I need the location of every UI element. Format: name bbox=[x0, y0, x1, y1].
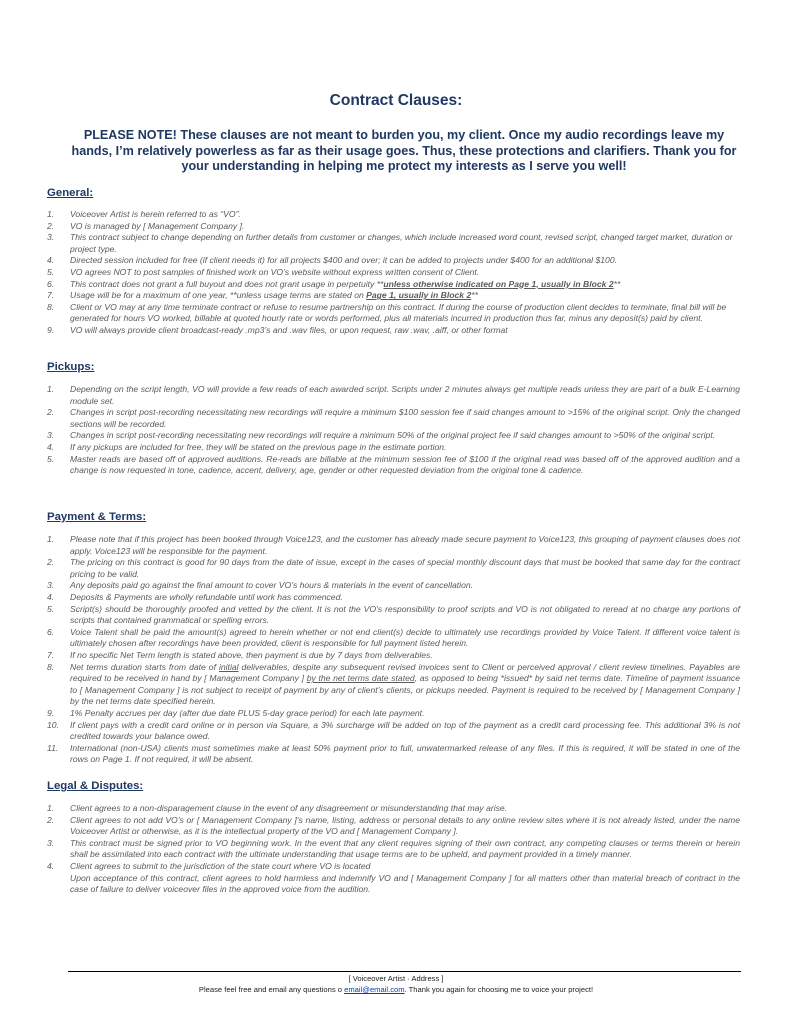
section-heading-general: General: bbox=[47, 187, 94, 199]
list-item: 3. This contract must be signed prior to VO beginning work. In the event that any client requires signing of their own contract, any competing clauses or terms therein or herein shall be assimilated into each contract with the ultimate understanding that usage terms are to be upheld, and payment provided in a timely manner. bbox=[47, 837, 740, 860]
list-item: 8. Net terms duration starts from date of initial deliverables, despite any subsequent revised invoices sent to Client or perceived approval / client review timelines. Payables are required to be received in hand by [ Management Company ] by the net terms date stated, as opposed to being *issued* by said net terms date. Timeline of payment issuance to [ Management Company ] is not subject to receipt of payment by any of client’s clients, or pickups needed. Payment is required to be received by [ Management Company ] by the net terms date specified herein. bbox=[47, 661, 740, 707]
list-item: 3. Any deposits paid go against the final amount to cover VO’s hours & materials in the event of cancellation. bbox=[47, 580, 474, 591]
list-item: 2. VO is managed by [ Management Company ]. bbox=[47, 220, 245, 231]
page-title: Contract Clauses: bbox=[329, 92, 463, 109]
list-item: 6. This contract does not grant a full buyout and does not grant usage in perpetuity **unless otherwise indicated on Page 1, usually in Block 2** bbox=[47, 278, 621, 289]
pickups-clause-list bbox=[47, 384, 740, 477]
email-link[interactable]: email@email.com bbox=[344, 985, 405, 994]
list-item: 1. Voiceover Artist is herein referred to as “VO”. bbox=[47, 209, 241, 219]
list-item: 8. Client or VO may at any time terminate contract or refuse to resume partnership on this contract. If during the course of production client decides to terminate, final bill will be generated for hours VO worked, billable at quoted hourly rate or words performed, plus all materials incurred in production thus far, minus any deposit(s) paid by client. bbox=[47, 301, 727, 324]
list-item: 2. The pricing on this contract is good for 90 days from the date of issue, except in the cases of special monthly discount days that must be booked that same day for the contract pricing to be valid. bbox=[47, 557, 740, 579]
list-item: 1. Client agrees to a non-disparagement clause in the event of any disagreement or misunderstanding that may arise. bbox=[47, 803, 508, 813]
footer-address: [ Voiceover Artist · Address ] bbox=[348, 974, 444, 983]
legal-clause-list bbox=[47, 803, 740, 896]
footer-contact-line: Please feel free and email any questions o email@email.com. Thank you again for choosing me to voice your project! bbox=[198, 985, 594, 994]
list-item: 2. Client agrees to not add VO’s or [ Management Company ]’s name, listing, address or personal details to any online review sites where it is not already listed, under the name Voiceover Artist or otherwise, as it is the intellectual property of the VO and [ Management Company ]. bbox=[47, 814, 740, 837]
list-item: 3. Changes in script post-recording necessitating new recordings will require a minimum 50% of the original project fee if said changes amount to >50% of the original script. bbox=[47, 430, 716, 441]
list-item: 1. Please note that if this project has been booked through Voice123, and the customer has already made secure payment to Voice123, this grouping of payment clauses does not apply. Voice123 will be responsible for the payment. bbox=[47, 534, 740, 556]
footer-divider bbox=[68, 971, 741, 972]
section-heading-payment-terms: Payment & Terms: bbox=[47, 511, 147, 523]
section-heading-legal-disputes: Legal & Disputes: bbox=[47, 780, 144, 792]
list-item: 7. If no specific Net Term length is stated above, then payment is due by 7 days from deliverables. bbox=[47, 649, 433, 660]
list-item: 11. International (non-USA) clients must sometimes make at least 50% payment prior to full, unwatermarked release of any files. If this is required, it will be stated in one of the rows on Page 1. If not required, it will be absent. bbox=[47, 742, 740, 765]
list-item: 4. If any pickups are included for free, they will be stated on the previous page in the estimate portion. bbox=[47, 441, 447, 452]
general-clause-list bbox=[47, 209, 740, 337]
section-heading-pickups: Pickups: bbox=[47, 361, 95, 373]
list-item: 10. If client pays with a credit card online or in person via Square, a 3% surcharge will be added on top of the payment as a credit card processing fee. This additional 3% is not credited towards your balance owed. bbox=[47, 719, 740, 742]
list-item: 4. Directed session included for free (if client needs it) for all projects $400 and over; it can be added to projects under $400 for an additional $100. bbox=[47, 255, 617, 266]
list-item: 5. Master reads are based off of approved auditions. Re-reads are billable at the minimum session fee of $100 if the original read was based off of the approved audition and a change is now requested in tone, cadence, accent, delivery, age, gender or other requested deviation from the original tone & cadence. bbox=[47, 453, 740, 476]
list-item: 5. Script(s) should be thoroughly proofed and vetted by the client. It is not the VO’s responsibility to proof scripts and VO is not obligated to reread at no charge any portions of scripts that contained grammatical or spelling errors. bbox=[47, 603, 740, 626]
list-item: 4. Client agrees to submit to the jurisdiction of the state court where VO is located Upon acceptance of this contract, client agrees to hold harmless and indemnify VO and [ Management Company ] for all matters other than material breach of contract in the case of failure to deliver voiceover files in the approved voice from the audition. bbox=[47, 860, 740, 895]
list-item: 1. Depending on the script length, VO will provide a few reads of each awarded script. Scripts under 2 minutes always get multiple reads unless they are part of a bulk E-Learning module set. bbox=[47, 384, 740, 406]
list-item: 3. This contract subject to change depending on further details from customer or changes, which include increased word count, revised script, changed target market, duration or project type. bbox=[47, 232, 733, 254]
list-item: 7. Usage will be for a maximum of one year, **unless usage terms are stated on Page 1, usually in Block 2** bbox=[47, 290, 478, 301]
list-item: 6. Voice Talent shall be paid the amount(s) agreed to herein whether or not end client(s) decide to ultimately use recordings provided by Voice Talent. If different voice talent is ultimately chosen after recordings have been provided, client is responsible for full payment listed herein. bbox=[47, 626, 740, 649]
payment-clause-list bbox=[47, 534, 740, 766]
list-item: 4. Deposits & Payments are wholly refundable until work has commenced. bbox=[47, 591, 343, 602]
list-item: 5. VO agrees NOT to post samples of finished work on VO’s website without express written consent of Client. bbox=[47, 266, 480, 277]
please-note-notice: PLEASE NOTE! These clauses are not meant to burden you, my client. Once my audio recordings leave my hands, I’m relatively powerless as far as their usage goes. Thus, these protections and clarifiers. Thank you for your understanding in helping me protect my interests as I serve you well! bbox=[71, 128, 737, 173]
list-item: 9. VO will always provide client broadcast-ready .mp3’s and .wav files, or upon request, raw .wav, .aiff, or other format bbox=[47, 324, 508, 335]
list-item: 2. Changes in script post-recording necessitating new recordings will require a minimum $100 session fee if said changes amount to >15% of the original script. Only the changed sections will be recorded. bbox=[47, 407, 740, 429]
list-item: 9. 1% Penalty accrues per day (after due date PLUS 5-day grace period) for each late payment. bbox=[47, 707, 425, 718]
